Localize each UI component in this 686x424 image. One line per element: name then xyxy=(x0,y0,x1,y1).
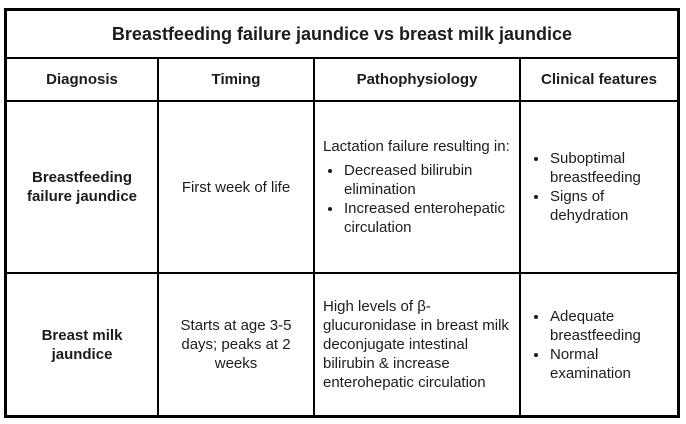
row-clinical-features-breast-milk xyxy=(519,272,677,415)
row-diagnosis-breastfeeding-failure: Breastfeeding failure jaundice xyxy=(7,100,157,272)
column-header-timing: Timing xyxy=(157,57,313,100)
row-pathophysiology-breastfeeding-failure xyxy=(313,100,519,272)
clinical-feature-item: • Adequate breastfeeding xyxy=(549,307,669,345)
pathophysiology-bullet: • Increased enterohepatic circulation xyxy=(343,199,511,237)
column-header-pathophysiology: Pathophysiology xyxy=(313,57,519,100)
clinical-feature-item: • Signs of dehydration xyxy=(549,187,669,225)
pathophysiology-bullet: • Decreased bilirubin elimination xyxy=(343,161,511,199)
row-diagnosis-breast-milk: Breast milk jaundice xyxy=(7,272,157,415)
table-title: Breastfeeding failure jaundice vs breast milk jaundice xyxy=(111,24,573,44)
row-pathophysiology-breast-milk xyxy=(313,272,519,415)
pathophysiology-intro: Lactation failure resulting in: xyxy=(323,138,510,155)
clinical-features-bullet-list xyxy=(529,307,669,383)
clinical-feature-item: • Normal examination xyxy=(549,345,669,383)
clinical-feature-item: • Suboptimal breastfeeding xyxy=(549,149,669,187)
pathophysiology-text: High levels of β-glucuronidase in breast milk deconjugate intestinal bilirubin & increase enterohepatic circulation xyxy=(323,298,518,391)
row-timing-breast-milk: Starts at age 3-5 days; peaks at 2 weeks xyxy=(157,272,313,415)
column-header-diagnosis: Diagnosis xyxy=(7,57,157,100)
pathophysiology-bullet-list xyxy=(323,161,511,237)
row-timing-breastfeeding-failure: First week of life xyxy=(157,100,313,272)
row-clinical-features-breastfeeding-failure xyxy=(519,100,677,272)
clinical-features-bullet-list xyxy=(529,149,669,225)
jaundice-comparison-table xyxy=(4,8,680,418)
column-header-clinical-features: Clinical features xyxy=(519,57,677,100)
